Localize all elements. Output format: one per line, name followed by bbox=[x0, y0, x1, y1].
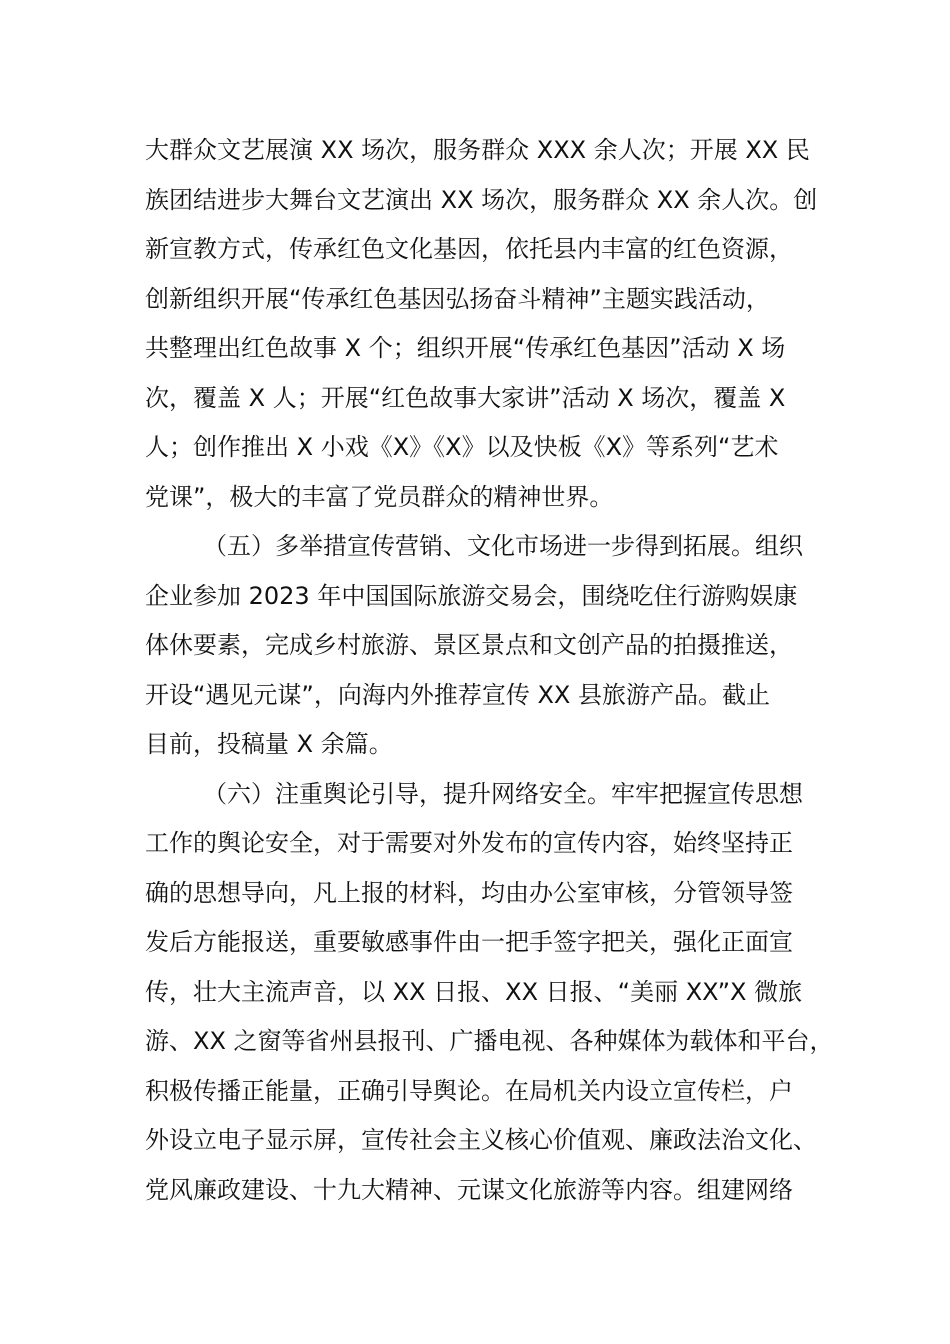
text-line: 族团结进步大舞台文艺演出 XX 场次，服务群众 XX 余人次。创 bbox=[145, 185, 818, 214]
text-line: 次，覆盖 X 人；开展“红色故事大家讲”活动 X 场次，覆盖 X bbox=[145, 383, 786, 412]
text-line: 新宣教方式，传承红色文化基因，依托县内丰富的红色资源， bbox=[145, 235, 793, 263]
text-line: 大群众文艺展演 XX 场次，服务群众 XXX 余人次；开展 XX 民 bbox=[145, 136, 810, 164]
text-line: 确的思想导向，凡上报的材料，均由办公室审核，分管领导签 bbox=[145, 878, 793, 907]
text-line: 目前，投稿量 X 余篇。 bbox=[145, 730, 393, 758]
text-line: 工作的舆论安全，对于需要对外发布的宣传内容，始终坚持正 bbox=[145, 829, 793, 857]
text-line: 共整理出红色故事 X 个；组织开展“传承红色基因”活动 X 场 bbox=[145, 334, 786, 362]
section-heading-line: （六）注重舆论引导，提升网络安全。牢牢把握宣传思想 bbox=[203, 779, 803, 808]
section-heading-line: （五）多举措宣传营销、文化市场进一步得到拓展。组织 bbox=[203, 532, 803, 560]
text-line: 游、XX 之窗等省州县报刊、广播电视、各种媒体为载体和平台， bbox=[145, 1027, 834, 1055]
text-line: 开设“遇见元谋”，向海内外推荐宣传 XX 县旅游产品。截止 bbox=[145, 680, 771, 709]
text-line: 积极传播正能量，正确引导舆论。在局机关内设立宣传栏，户 bbox=[145, 1076, 793, 1105]
text-line: 党风廉政建设、十九大精神、元谋文化旅游等内容。组建网络 bbox=[145, 1175, 793, 1204]
body-text bbox=[145, 126, 834, 1215]
text-line: 创新组织开展“传承红色基因弘扬奋斗精神”主题实践活动， bbox=[145, 284, 770, 313]
text-line: 发后方能报送，重要敏感事件由一把手签字把关，强化正面宣 bbox=[145, 928, 793, 956]
text-line: 外设立电子显示屏，宣传社会主义核心价值观、廉政法治文化、 bbox=[145, 1126, 817, 1154]
text-line: 党课”，极大的丰富了党员群众的精神世界。 bbox=[145, 482, 614, 511]
text-line: 体休要素，完成乡村旅游、景区景点和文创产品的拍摄推送， bbox=[145, 631, 793, 659]
text-line: 人；创作推出 X 小戏《X》《X》以及快板《X》等系列“艺术 bbox=[145, 433, 779, 461]
text-line: 企业参加 2023 年中国国际旅游交易会，围绕吃住行游购娱康 bbox=[145, 581, 798, 610]
text-line: 传，壮大主流声音，以 XX 日报、XX 日报、“美丽 XX”X 微旅 bbox=[145, 977, 803, 1006]
